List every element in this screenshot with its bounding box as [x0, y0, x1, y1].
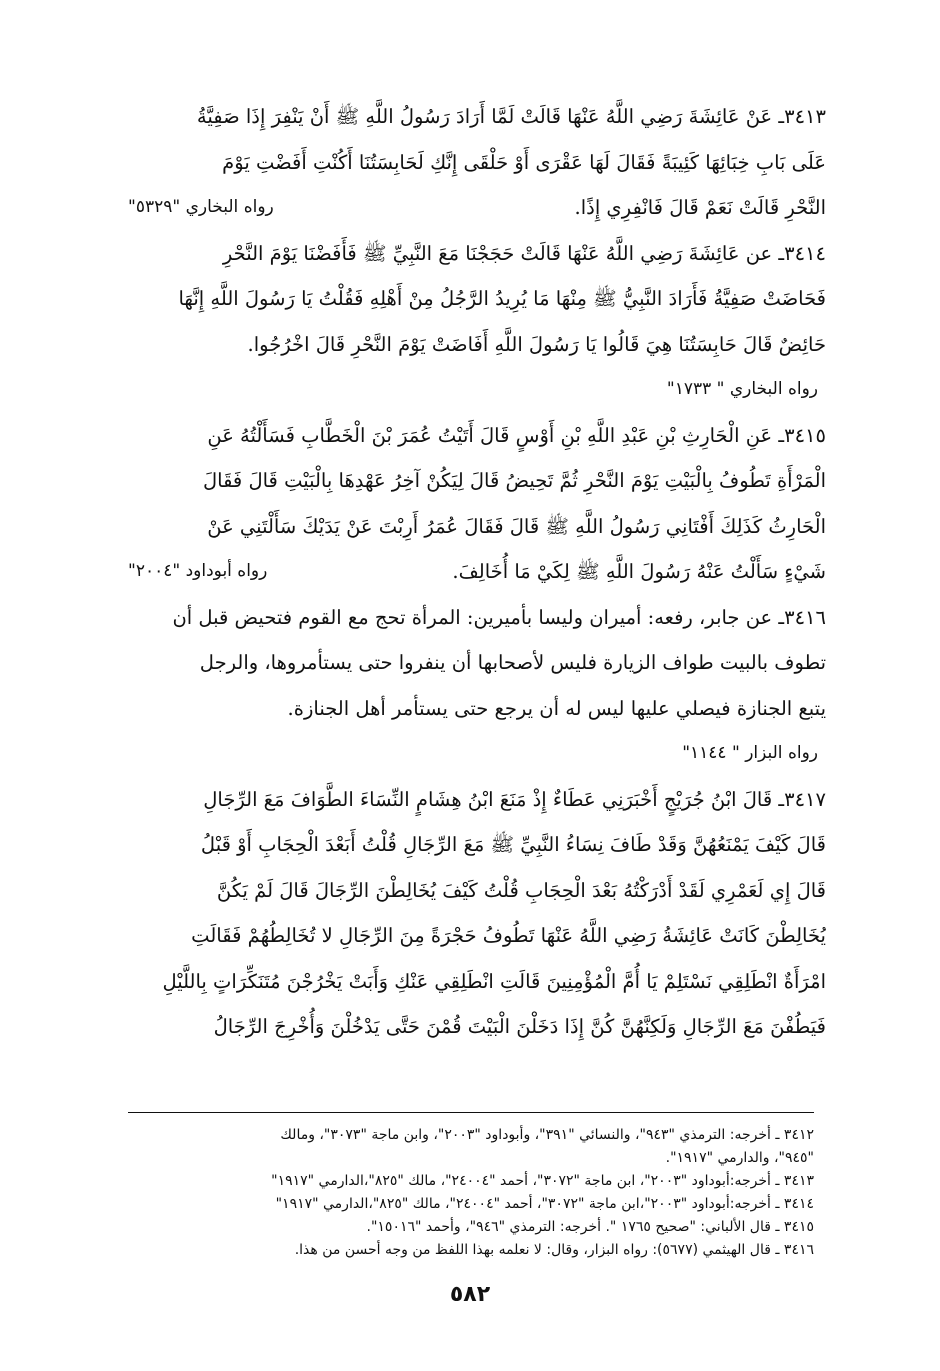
hadith-3413-line-1: ٣٤١٣ـ عَنْ عَائِشَةَ رَضِي اللَّهُ عَنْهَا قَالَتْ لَمَّا أَرَادَ رَسُولُ اللَّهِ ﷺ أَنْ يَنْفِرَ إِذَا صَفِيَّةُ [196, 105, 826, 128]
hadith-3417-line-6: فَيَطُفْنَ مَعَ الرِّجَالِ وَلَكِنَّهُنَّ كُنَّ إِذَا دَخَلْنَ الْبَيْتَ قُمْنَ حَتَّى يَدْخُلْنَ وَأُخْرِجَ الرِّجَالُ [213, 1015, 826, 1038]
hadith-3415-line-1: ٣٤١٥ـ عَنِ الْحَارِثِ بْنِ عَبْدِ اللَّهِ بْنِ أَوْسٍ قَالَ أَتَيْتُ عُمَرَ بْنَ الْخَطَّابِ فَسَأَلْتُهُ عَنِ [207, 423, 826, 447]
hadith-3416-line-1: ٣٤١٦ـ عن جابر، رفعه: أميران وليسا بأميرين: المرأة تحج مع القوم فتحيض قبل أن [172, 605, 826, 629]
footnote-3414: ٣٤١٤ ـ أخرجه:أبوداود "٢٠٠٣"،ابن ماجة "٣٠٧٢"، أحمد "٢٤٠٠٤"، مالك "٨٢٥"،الدارمي "١٩١٧" [275, 1196, 814, 1212]
footnote-3416: ٣٤١٦ ـ قال الهيثمي (٥٦٧٧): رواه البزار، وقال: لا نعلمه بهذا اللفظ من وجه أحسن من هذا. [294, 1242, 814, 1258]
hadith-3413-line-3 [128, 185, 826, 231]
hadith-3414-line-3: حَائِضٌ قَالَ حَابِسَتُنَا هِيَ قَالُوا يَا رَسُولَ اللَّهِ أَفَاضَتْ يَوْمَ النَّحْرِ قَالَ اخْرُجُوا. [247, 332, 826, 356]
main-text [128, 94, 826, 1050]
hadith-3414-source-line [128, 367, 826, 413]
hadith-3415-source: رواه أبوداود "٢٠٠٤" [128, 561, 268, 581]
hadith-3414-line-2: فَحَاضَتْ صَفِيَّةُ فَأَرَادَ النَّبِيُّ ﷺ مِنْهَا مَا يُرِيدُ الرَّجُلُ مِنْ أَهْلِهِ فَقُلْتُ يَا رَسُولَ اللَّهِ إِنَّهَا [178, 287, 826, 310]
footnote-3415: ٣٤١٥ ـ قال الألباني: "صحيح ١٧٦٥ ". أخرجه: الترمذي "٩٤٦"، وأحمد "١٥٠١٦". [366, 1219, 814, 1235]
hadith-3413-source: رواه البخاري "٥٣٢٩" [128, 197, 274, 217]
hadith-3417-line-2: قَالَ كَيْفَ يَمْنَعُهُنَّ وَقَدْ طَافَ نِسَاءُ النَّبِيِّ ﷺ مَعَ الرِّجَالِ قُلْتُ أَبَعْدَ الْحِجَابِ أَوْ قَبْلُ [200, 833, 826, 856]
hadith-3417-line-1: ٣٤١٧ـ قَالَ ابْنُ جُرَيْجٍ أَخْبَرَنِي عَطَاءٌ إِذْ مَنَعَ ابْنُ هِشَامٍ النِّسَاءَ الطَّوَافَ مَعَ الرِّجَالِ [203, 787, 826, 811]
hadith-3417-line-3: قَالَ إِي لَعَمْرِي لَقَدْ أَدْرَكْتُهُ بَعْدَ الْحِجَابِ قُلْتُ كَيْفَ يُخَالِطْنَ الرِّجَالَ قَالَ لَمْ يَكُنَّ [216, 878, 826, 902]
hadith-3415-line-3: الْحَارِثُ كَذَلِكَ أَفْتَانِي رَسُولُ اللَّهِ ﷺ قَالَ فَقَالَ عُمَرُ أَرِبْتَ عَنْ يَدَيْكَ سَأَلْتَنِي عَنْ [207, 514, 826, 538]
hadith-3413-line-2: عَلَى بَابِ خِبَائِهَا كَئِيبَةً فَقَالَ لَهَا عَقْرَى أَوْ حَلْقَى إِنَّكِ لَحَابِسَتُنَا أَكُنْتِ أَفَضْتِ يَوْمَ [222, 150, 826, 174]
hadith-3414-source: رواه البخاري " ١٧٣٣" [666, 379, 818, 399]
footnote-divider [128, 1112, 814, 1113]
hadith-3414-line-1: ٣٤١٤ـ عن عَائِشَةَ رَضِي اللَّهُ عَنْهَا قَالَتْ حَجَجْنَا مَعَ النَّبِيِّ ﷺ فَأَفَضْنَا يَوْمَ النَّحْرِ [222, 241, 826, 265]
footnote-3412: ٣٤١٢ ـ أخرجه: الترمذي "٩٤٣"، والنسائي "٣٩١"، وأبوداود "٢٠٠٣"، وابن ماجة "٣٠٧٣"، ومالك [280, 1127, 814, 1143]
page-number: ٥٨٢ [449, 1282, 491, 1307]
hadith-3416-line-3: يتبع الجنازة فيصلي عليها ليس له أن يرجع حتى يستأمر أهل الجنازة. [287, 696, 826, 720]
hadith-3416-source-line [128, 731, 826, 777]
hadith-3416-line-2: تطوف بالبيت طواف الزيارة فليس لأصحابها أن ينفروا حتى يستأمروها، والرجل [199, 651, 826, 674]
hadith-3417-line-5: امْرَأَةٌ انْطَلِقِي نَسْتَلِمْ يَا أُمَّ الْمُؤْمِنِينَ قَالَتِ انْطَلِقِي عَنْكِ وَأَبَتْ يَخْرُجْنَ مُتَنَكِّرَاتٍ بِاللَّيْلِ [162, 969, 826, 993]
hadith-3417-line-4: يُخَالِطْنَ كَانَتْ عَائِشَةُ رَضِي اللَّهُ عَنْهَا تَطُوفُ حَجْرَةً مِنَ الرِّجَالِ لا تُخَالِطُهُمْ فَقَالَتِ [191, 924, 826, 947]
hadith-3415-text-end: شَيْءٍ سَأَلْتُ عَنْهُ رَسُولَ اللَّهِ ﷺ لِكَيْ مَا أُخَالِفَ. [452, 560, 826, 583]
hadith-3415-line-4 [128, 549, 826, 595]
hadith-3413-text-end: النَّحْرِ قَالَتْ نَعَمْ قَالَ فَانْفِرِي إِذًا. [574, 196, 826, 219]
footnote-3413: ٣٤١٣ ـ أخرجه:أبوداود "٢٠٠٣"، ابن ماجة "٣٠٧٢"، أحمد "٢٤٠٠٤"، مالك "٨٢٥"،الدارمي "١٩١٧" [271, 1173, 814, 1189]
footnotes [128, 1124, 814, 1262]
hadith-3415-line-2: الْمَرْأَةِ تَطُوفُ بِالْبَيْتِ يَوْمَ النَّحْرِ ثُمَّ تَحِيضُ قَالَ لِيَكُنْ آخِرُ عَهْدِهَا بِالْبَيْتِ قَالَ فَقَالَ [202, 469, 826, 492]
hadith-3416-source: رواه البزار " ١١٤٤" [682, 743, 818, 763]
footnote-3412-cont: "٩٤٥"، والدارمي "١٩١٧". [665, 1150, 814, 1166]
